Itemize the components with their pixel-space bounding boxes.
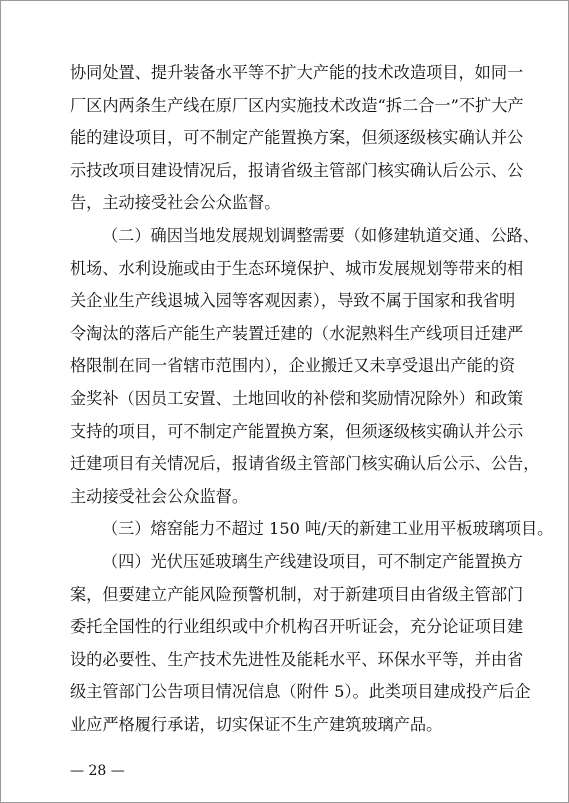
text-line: 委托全国性的行业组织或中介机构召开听证会，充分论证项目建: [70, 617, 524, 637]
text-line: 告，主动接受社会公众监督。: [70, 193, 281, 213]
text-line: 设的必要性、生产技术先进性及能耗水平、环保水平等，并由省: [70, 649, 524, 669]
text-line: 格限制在同一省辖市范围内），企业搬迁又未享受退出产能的资: [70, 356, 516, 376]
text-line: （四）光伏压延玻璃生产线建设项目，可不制定产能置换方: [102, 552, 523, 571]
text-line: 厂区内两条生产线在原厂区内实施技术改造“拆二合一”不扩大产: [70, 95, 524, 115]
text-line: 级主管部门公告项目情况信息（附件 5）。此类项目建成投产后企: [70, 682, 531, 702]
text-line: 业应严格履行承诺，切实保证不生产建筑玻璃产品。: [70, 715, 443, 734]
text-line: 关企业生产线退城入园等客观因素），导致不属于国家和我省明: [70, 291, 516, 311]
text-line: 迁建项目有关情况后，报请省级主管部门核实确认后公示、公告，: [70, 454, 540, 474]
text-line: 协同处置、提升装备水平等不扩大产能的技术改造项目，如同一: [70, 63, 524, 82]
text-line: 令淘汰的落后产能生产装置迁建的（水泥熟料生产线项目迁建严: [70, 323, 524, 343]
text-line: 支持的项目，可不制定产能置换方案，但须逐级核实确认并公示: [70, 421, 524, 441]
text-line: 案，但要建立产能风险预警机制，对于新建项目由省级主管部门: [70, 584, 524, 604]
page-number: — 28 —: [70, 762, 125, 779]
text-line: （二）确因当地发展规划调整需要（如修建轨道交通、公路、: [102, 226, 540, 245]
text-line: 能的建设项目，可不制定产能置换方案，但须逐级核实确认并公: [70, 128, 524, 148]
text-line: 金奖补（因员工安置、土地回收的补偿和奖励情况除外）和政策: [70, 389, 524, 408]
text-line: 示技改项目建设情况后，报请省级主管部门核实确认后公示、公: [70, 160, 524, 180]
text-line: （三）熔窑能力不超过 150 吨/天的新建工业用平板玻璃项目。: [102, 519, 554, 539]
text-line: 主动接受社会公众监督。: [70, 486, 249, 506]
text-line: 机场、水利设施或由于生态环境保护、城市发展规划等带来的相: [70, 258, 524, 278]
